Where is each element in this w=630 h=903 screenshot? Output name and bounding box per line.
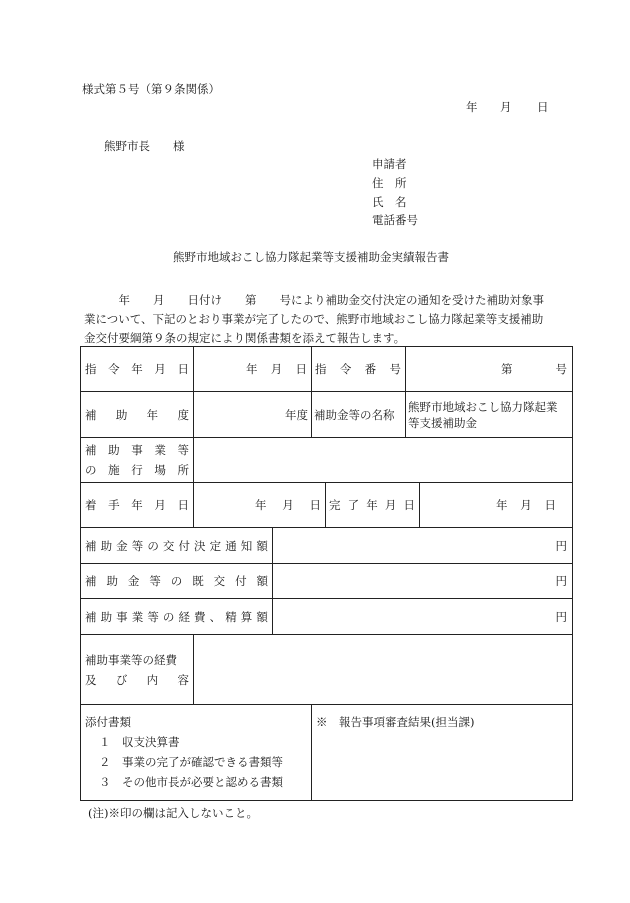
grant-decision-amount-label: 補 助 金 等 の 交 付 決 定 通 知 額 bbox=[85, 538, 268, 553]
completion-date-label: 完 了 年 月 日 bbox=[329, 498, 415, 512]
name-label: 氏 名 bbox=[372, 195, 407, 209]
start-date-field[interactable]: 年 月 日 bbox=[255, 498, 321, 512]
subsidy-name-label: 補助金等の名称 bbox=[314, 407, 395, 422]
date-year-label: 年 bbox=[466, 100, 478, 114]
body-paragraph bbox=[84, 291, 574, 348]
settlement-amount-field[interactable]: 円 bbox=[555, 609, 567, 624]
directive-number-field[interactable]: 第 号 bbox=[501, 362, 567, 376]
subsidy-year-label: 補 助 年 度 bbox=[85, 407, 189, 422]
subsidy-name-value: 熊野市地域おこし協力隊起業 等支援補助金 bbox=[408, 399, 558, 430]
address-label: 住 所 bbox=[372, 176, 407, 190]
review-result-label: ※ 報告事項審査結果(担当課) bbox=[316, 715, 475, 729]
settlement-amount-label: 補 助 事 業 等 の 経 費 、 精 算 額 bbox=[85, 609, 268, 624]
grant-decision-amount-field[interactable]: 円 bbox=[555, 538, 567, 553]
body-line: 年 月 日付け 第 号により補助金交付決定の通知を受けた補助対象事 bbox=[84, 293, 544, 307]
start-date-label: 着 手 年 月 日 bbox=[85, 498, 189, 512]
attachments-section bbox=[85, 712, 283, 792]
footnote: (注)※印の欄は記入しないこと。 bbox=[88, 806, 258, 820]
directive-number-label: 指 令 番 号 bbox=[315, 362, 401, 376]
applicant-label: 申請者 bbox=[372, 157, 407, 171]
directive-date-label: 指 令 年 月 日 bbox=[85, 362, 189, 376]
project-location-field[interactable] bbox=[194, 438, 572, 482]
phone-label: 電話番号 bbox=[372, 213, 418, 227]
project-location-label: 補 助 事 業 等 の 施 行 場 所 bbox=[85, 443, 189, 477]
expense-details-field[interactable] bbox=[194, 635, 572, 704]
attachments-heading: 添付書類 bbox=[85, 715, 131, 729]
already-paid-amount-label: 補 助 金 等 の 既 交 付 額 bbox=[85, 574, 268, 588]
completion-date-field[interactable]: 年 月 日 bbox=[496, 498, 556, 512]
attachment-item: ３ その他市長が必要と認める書類 bbox=[99, 775, 283, 789]
form-number: 様式第５号（第９条関係） bbox=[82, 82, 220, 96]
directive-date-field[interactable]: 年 月 日 bbox=[246, 362, 307, 376]
addressee: 熊野市長 様 bbox=[104, 139, 185, 153]
subsidy-year-field[interactable]: 年度 bbox=[285, 407, 308, 422]
body-line: 業について、下記のとおり事業が完了したので、熊野市地域おこし協力隊起業等支援補助 bbox=[84, 312, 544, 326]
attachment-item: １ 収支決算書 bbox=[99, 735, 180, 749]
date-day-label: 日 bbox=[537, 100, 549, 114]
already-paid-amount-field[interactable]: 円 bbox=[555, 574, 567, 588]
date-month-label: 月 bbox=[500, 100, 512, 114]
attachment-item: ２ 事業の完了が確認できる書類等 bbox=[99, 755, 283, 769]
body-line: 金交付要綱第９条の規定により関係書類を添えて報告します。 bbox=[84, 331, 406, 345]
expense-details-label: 補助事業等の経費 及 び 内 容 bbox=[85, 652, 189, 687]
document-title: 熊野市地域おこし協力隊起業等支援補助金実績報告書 bbox=[173, 250, 449, 264]
